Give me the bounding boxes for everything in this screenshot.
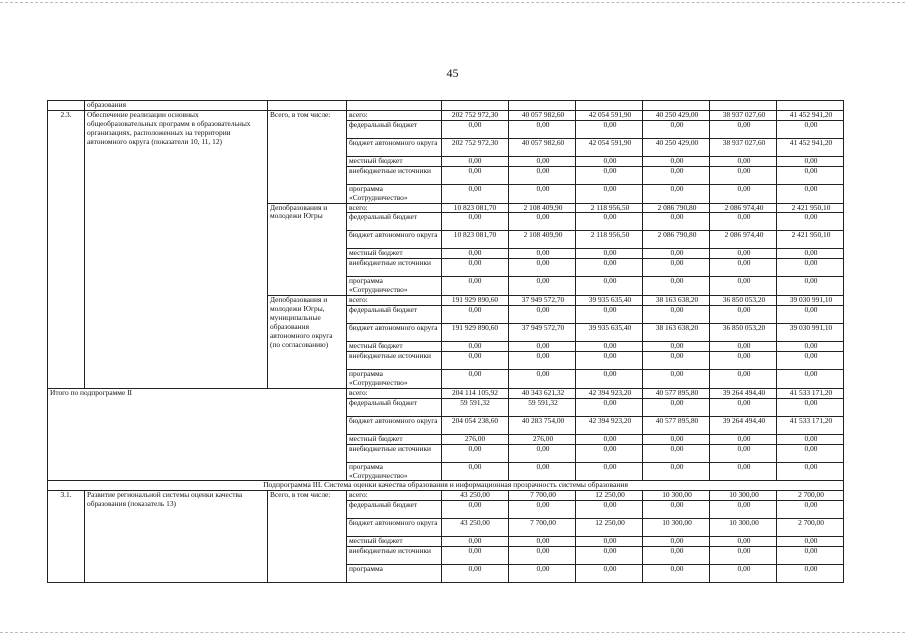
funding-source-cell: программа «Сотрудничество»	[347, 462, 442, 481]
amount-cell: 0,00	[576, 156, 643, 166]
amount-cell: 0,00	[710, 398, 777, 416]
amount-cell: 39 030 991,10	[777, 324, 844, 342]
amount-cell: 59 591,32	[509, 398, 576, 416]
amount-cell: 0,00	[442, 249, 509, 259]
amount-cell	[643, 101, 710, 111]
amount-cell: 0,00	[710, 434, 777, 444]
amount-cell: 12 250,00	[576, 519, 643, 537]
scan-edge-bottom	[0, 632, 905, 633]
amount-cell: 0,00	[710, 184, 777, 203]
amount-cell: 0,00	[509, 213, 576, 231]
amount-cell: 2 700,00	[777, 491, 844, 501]
amount-cell: 0,00	[509, 120, 576, 138]
amount-cell: 10 300,00	[710, 519, 777, 537]
amount-cell: 0,00	[442, 259, 509, 277]
funding-source-cell: внебюджетные источники	[347, 444, 442, 462]
amount-cell: 0,00	[442, 342, 509, 352]
amount-cell: 0,00	[442, 156, 509, 166]
amount-cell: 0,00	[710, 156, 777, 166]
funding-source-cell: федеральный бюджет	[347, 501, 442, 519]
amount-cell: 204 054 238,60	[442, 416, 509, 434]
amount-cell: 0,00	[509, 166, 576, 184]
amount-cell: 38 937 027,60	[710, 138, 777, 156]
amount-cell: 0,00	[442, 547, 509, 565]
amount-cell: 0,00	[710, 351, 777, 369]
row-number-cell	[48, 101, 85, 111]
amount-cell: 0,00	[576, 213, 643, 231]
amount-cell: 0,00	[710, 259, 777, 277]
amount-cell: 0,00	[643, 565, 710, 583]
amount-cell: 42 054 591,90	[576, 110, 643, 120]
amount-cell: 39 935 635,40	[576, 324, 643, 342]
amount-cell: 0,00	[509, 462, 576, 481]
amount-cell: 0,00	[576, 249, 643, 259]
amount-cell: 0,00	[643, 277, 710, 296]
amount-cell: 40 250 429,00	[643, 110, 710, 120]
amount-cell: 0,00	[710, 369, 777, 388]
amount-cell: 0,00	[643, 398, 710, 416]
amount-cell: 0,00	[777, 120, 844, 138]
amount-cell: 39 935 635,40	[576, 296, 643, 306]
amount-cell: 0,00	[442, 351, 509, 369]
funding-source-cell: бюджет автономного округа	[347, 231, 442, 249]
funding-source-cell: бюджет автономного округа	[347, 324, 442, 342]
amount-cell: 0,00	[509, 501, 576, 519]
amount-cell: 38 163 638,20	[643, 296, 710, 306]
amount-cell: 0,00	[777, 444, 844, 462]
amount-cell: 0,00	[643, 434, 710, 444]
amount-cell: 0,00	[643, 249, 710, 259]
amount-cell: 38 163 638,20	[643, 324, 710, 342]
amount-cell: 10 823 081,70	[442, 203, 509, 213]
funding-table	[47, 100, 844, 583]
amount-cell: 0,00	[576, 547, 643, 565]
amount-cell: 38 937 027,60	[710, 110, 777, 120]
amount-cell: 276,00	[442, 434, 509, 444]
amount-cell: 0,00	[509, 547, 576, 565]
amount-cell: 0,00	[777, 166, 844, 184]
funding-source-cell: всего:	[347, 110, 442, 120]
amount-cell: 0,00	[777, 434, 844, 444]
amount-cell: 2 086 790,80	[643, 203, 710, 213]
amount-cell	[777, 101, 844, 111]
amount-cell: 0,00	[576, 398, 643, 416]
table-row	[48, 101, 844, 111]
amount-cell: 0,00	[710, 501, 777, 519]
funding-source-cell: всего:	[347, 491, 442, 501]
amount-cell: 0,00	[710, 462, 777, 481]
amount-cell: 0,00	[710, 213, 777, 231]
amount-cell: 0,00	[576, 434, 643, 444]
amount-cell: 0,00	[509, 249, 576, 259]
amount-cell: 0,00	[442, 369, 509, 388]
amount-cell: 41 533 171,20	[777, 388, 844, 398]
amount-cell: 0,00	[643, 120, 710, 138]
funding-source-cell: местный бюджет	[347, 249, 442, 259]
amount-cell: 0,00	[509, 369, 576, 388]
amount-cell: 0,00	[643, 462, 710, 481]
amount-cell: 7 700,00	[509, 519, 576, 537]
amount-cell: 40 283 754,00	[509, 416, 576, 434]
funding-source-cell: федеральный бюджет	[347, 213, 442, 231]
amount-cell: 2 118 956,50	[576, 203, 643, 213]
amount-cell: 0,00	[777, 547, 844, 565]
amount-cell: 0,00	[777, 537, 844, 547]
amount-cell: 40 577 895,80	[643, 416, 710, 434]
amount-cell: 37 949 572,70	[509, 296, 576, 306]
amount-cell: 0,00	[710, 120, 777, 138]
amount-cell: 202 752 972,30	[442, 110, 509, 120]
amount-cell: 0,00	[777, 249, 844, 259]
amount-cell: 0,00	[777, 156, 844, 166]
amount-cell: 0,00	[509, 259, 576, 277]
funding-source-cell: внебюджетные источники	[347, 166, 442, 184]
amount-cell: 12 250,00	[576, 491, 643, 501]
funding-source-cell: федеральный бюджет	[347, 306, 442, 324]
amount-cell: 42 394 923,20	[576, 388, 643, 398]
amount-cell: 0,00	[643, 342, 710, 352]
amount-cell: 0,00	[576, 259, 643, 277]
funding-source-cell: бюджет автономного округа	[347, 416, 442, 434]
amount-cell: 0,00	[576, 462, 643, 481]
amount-cell: 0,00	[509, 184, 576, 203]
amount-cell: 0,00	[576, 277, 643, 296]
amount-cell: 40 250 429,00	[643, 138, 710, 156]
funding-source-cell: программа	[347, 565, 442, 583]
activity-name-cell: образования	[85, 101, 268, 111]
funding-source-cell: внебюджетные источники	[347, 547, 442, 565]
amount-cell: 0,00	[442, 444, 509, 462]
amount-cell: 0,00	[710, 565, 777, 583]
row-number-cell: 3.1.	[48, 491, 85, 583]
amount-cell: 40 343 621,32	[509, 388, 576, 398]
amount-cell: 0,00	[643, 213, 710, 231]
funding-source-cell: внебюджетные источники	[347, 351, 442, 369]
amount-cell: 0,00	[509, 444, 576, 462]
amount-cell: 0,00	[643, 369, 710, 388]
funding-source-cell: всего:	[347, 388, 442, 398]
amount-cell: 191 929 890,60	[442, 296, 509, 306]
amount-cell: 0,00	[710, 277, 777, 296]
funding-source-cell: местный бюджет	[347, 434, 442, 444]
table-row	[48, 388, 844, 398]
amount-cell: 43 250,00	[442, 519, 509, 537]
funding-source-cell: местный бюджет	[347, 537, 442, 547]
amount-cell	[509, 101, 576, 111]
amount-cell: 0,00	[576, 444, 643, 462]
subprogram-total-label: Итого по подпрограмме II	[48, 388, 347, 481]
amount-cell: 0,00	[442, 213, 509, 231]
amount-cell: 0,00	[777, 213, 844, 231]
amount-cell: 0,00	[710, 547, 777, 565]
amount-cell	[442, 101, 509, 111]
amount-cell: 0,00	[710, 537, 777, 547]
amount-cell: 0,00	[442, 501, 509, 519]
amount-cell: 10 300,00	[643, 519, 710, 537]
amount-cell: 0,00	[442, 166, 509, 184]
amount-cell: 276,00	[509, 434, 576, 444]
amount-cell: 2 086 790,80	[643, 231, 710, 249]
amount-cell: 0,00	[509, 351, 576, 369]
funding-source-cell: федеральный бюджет	[347, 398, 442, 416]
activity-name-cell: Развитие региональной системы оценки качества образования (показатель 13)	[85, 491, 268, 583]
amount-cell: 41 452 941,20	[777, 138, 844, 156]
amount-cell: 40 057 982,60	[509, 110, 576, 120]
amount-cell: 2 421 950,10	[777, 203, 844, 213]
amount-cell: 0,00	[509, 342, 576, 352]
amount-cell: 0,00	[442, 537, 509, 547]
funding-source-cell: всего:	[347, 203, 442, 213]
amount-cell: 7 700,00	[509, 491, 576, 501]
amount-cell: 0,00	[442, 565, 509, 583]
amount-cell: 2 421 950,10	[777, 231, 844, 249]
amount-cell: 10 300,00	[710, 491, 777, 501]
amount-cell: 2 700,00	[777, 519, 844, 537]
amount-cell: 0,00	[643, 351, 710, 369]
subprogram-title: Подпрограмма III. Система оценки качества образования и информационная прозрачность системы образования	[48, 481, 844, 491]
amount-cell: 0,00	[509, 277, 576, 296]
amount-cell: 204 114 105,92	[442, 388, 509, 398]
amount-cell: 40 057 982,60	[509, 138, 576, 156]
table-row	[48, 481, 844, 491]
amount-cell: 0,00	[442, 120, 509, 138]
funding-source-cell: программа «Сотрудничество»	[347, 184, 442, 203]
amount-cell: 42 394 923,20	[576, 416, 643, 434]
amount-cell: 41 452 941,20	[777, 110, 844, 120]
funding-source-cell: федеральный бюджет	[347, 120, 442, 138]
amount-cell: 0,00	[442, 277, 509, 296]
amount-cell: 0,00	[576, 166, 643, 184]
executor-cell: Депобразования и молодежи Югры, муниципальные образования автономного округа (по согласованию)	[268, 296, 347, 389]
amount-cell: 10 823 081,70	[442, 231, 509, 249]
amount-cell: 0,00	[643, 184, 710, 203]
amount-cell: 202 752 972,30	[442, 138, 509, 156]
amount-cell: 39 264 494,40	[710, 388, 777, 398]
funding-source-cell: бюджет автономного округа	[347, 138, 442, 156]
amount-cell: 0,00	[576, 342, 643, 352]
amount-cell: 0,00	[576, 120, 643, 138]
amount-cell: 2 108 409,90	[509, 203, 576, 213]
amount-cell: 41 533 171,20	[777, 416, 844, 434]
funding-source-cell: бюджет автономного округа	[347, 519, 442, 537]
amount-cell: 40 577 895,80	[643, 388, 710, 398]
amount-cell	[576, 101, 643, 111]
scan-edge-top	[0, 2, 905, 3]
amount-cell: 0,00	[509, 537, 576, 547]
amount-cell: 0,00	[442, 462, 509, 481]
amount-cell: 0,00	[777, 259, 844, 277]
amount-cell: 42 054 591,90	[576, 138, 643, 156]
amount-cell: 0,00	[710, 342, 777, 352]
amount-cell: 0,00	[777, 565, 844, 583]
funding-source-cell: местный бюджет	[347, 156, 442, 166]
amount-cell: 0,00	[576, 351, 643, 369]
amount-cell: 0,00	[710, 166, 777, 184]
amount-cell: 39 030 991,10	[777, 296, 844, 306]
amount-cell: 0,00	[777, 351, 844, 369]
amount-cell: 59 591,32	[442, 398, 509, 416]
amount-cell: 37 949 572,70	[509, 324, 576, 342]
table-row	[48, 110, 844, 120]
amount-cell: 0,00	[777, 306, 844, 324]
amount-cell: 0,00	[576, 306, 643, 324]
funding-source-cell: программа «Сотрудничество»	[347, 277, 442, 296]
amount-cell: 0,00	[643, 547, 710, 565]
amount-cell: 0,00	[643, 306, 710, 324]
amount-cell: 0,00	[509, 306, 576, 324]
amount-cell: 10 300,00	[643, 491, 710, 501]
amount-cell: 0,00	[777, 277, 844, 296]
amount-cell: 0,00	[710, 249, 777, 259]
amount-cell: 0,00	[643, 166, 710, 184]
funding-source-cell: программа «Сотрудничество»	[347, 369, 442, 388]
amount-cell: 0,00	[777, 501, 844, 519]
amount-cell: 0,00	[576, 369, 643, 388]
amount-cell: 0,00	[643, 259, 710, 277]
amount-cell: 0,00	[509, 565, 576, 583]
amount-cell: 0,00	[777, 184, 844, 203]
amount-cell: 2 108 409,90	[509, 231, 576, 249]
funding-source-cell: всего:	[347, 296, 442, 306]
amount-cell: 2 086 974,40	[710, 231, 777, 249]
amount-cell: 0,00	[777, 342, 844, 352]
page-number: 45	[446, 66, 459, 80]
amount-cell: 36 850 053,20	[710, 324, 777, 342]
activity-name-cell: Обеспечение реализации основных общеобразовательных программ в образовательных организациях, расположенных на территории автономного округа (показатели 10, 11, 12)	[85, 110, 268, 388]
amount-cell	[710, 101, 777, 111]
amount-cell: 0,00	[777, 369, 844, 388]
amount-cell: 0,00	[442, 184, 509, 203]
amount-cell: 0,00	[643, 501, 710, 519]
amount-cell: 0,00	[777, 398, 844, 416]
amount-cell: 0,00	[643, 537, 710, 547]
amount-cell: 0,00	[643, 156, 710, 166]
amount-cell: 39 264 494,40	[710, 416, 777, 434]
amount-cell: 0,00	[576, 184, 643, 203]
executor-cell	[268, 101, 347, 111]
amount-cell: 0,00	[777, 462, 844, 481]
funding-source-cell: внебюджетные источники	[347, 259, 442, 277]
amount-cell: 0,00	[710, 444, 777, 462]
row-number-cell: 2.3.	[48, 110, 85, 388]
executor-cell: Всего, в том числе:	[268, 491, 347, 583]
amount-cell: 191 929 890,60	[442, 324, 509, 342]
amount-cell: 2 118 956,50	[576, 231, 643, 249]
amount-cell: 0,00	[643, 444, 710, 462]
amount-cell: 0,00	[442, 306, 509, 324]
funding-source-cell: местный бюджет	[347, 342, 442, 352]
amount-cell: 43 250,00	[442, 491, 509, 501]
executor-cell: Депобразования и молодежи Югры	[268, 203, 347, 296]
amount-cell: 36 850 053,20	[710, 296, 777, 306]
amount-cell: 0,00	[576, 537, 643, 547]
amount-cell: 0,00	[576, 501, 643, 519]
amount-cell: 0,00	[509, 156, 576, 166]
amount-cell: 0,00	[710, 306, 777, 324]
funding-source-cell	[347, 101, 442, 111]
table-row	[48, 491, 844, 501]
amount-cell: 2 086 974,40	[710, 203, 777, 213]
executor-cell: Всего, в том числе:	[268, 110, 347, 203]
amount-cell: 0,00	[576, 565, 643, 583]
